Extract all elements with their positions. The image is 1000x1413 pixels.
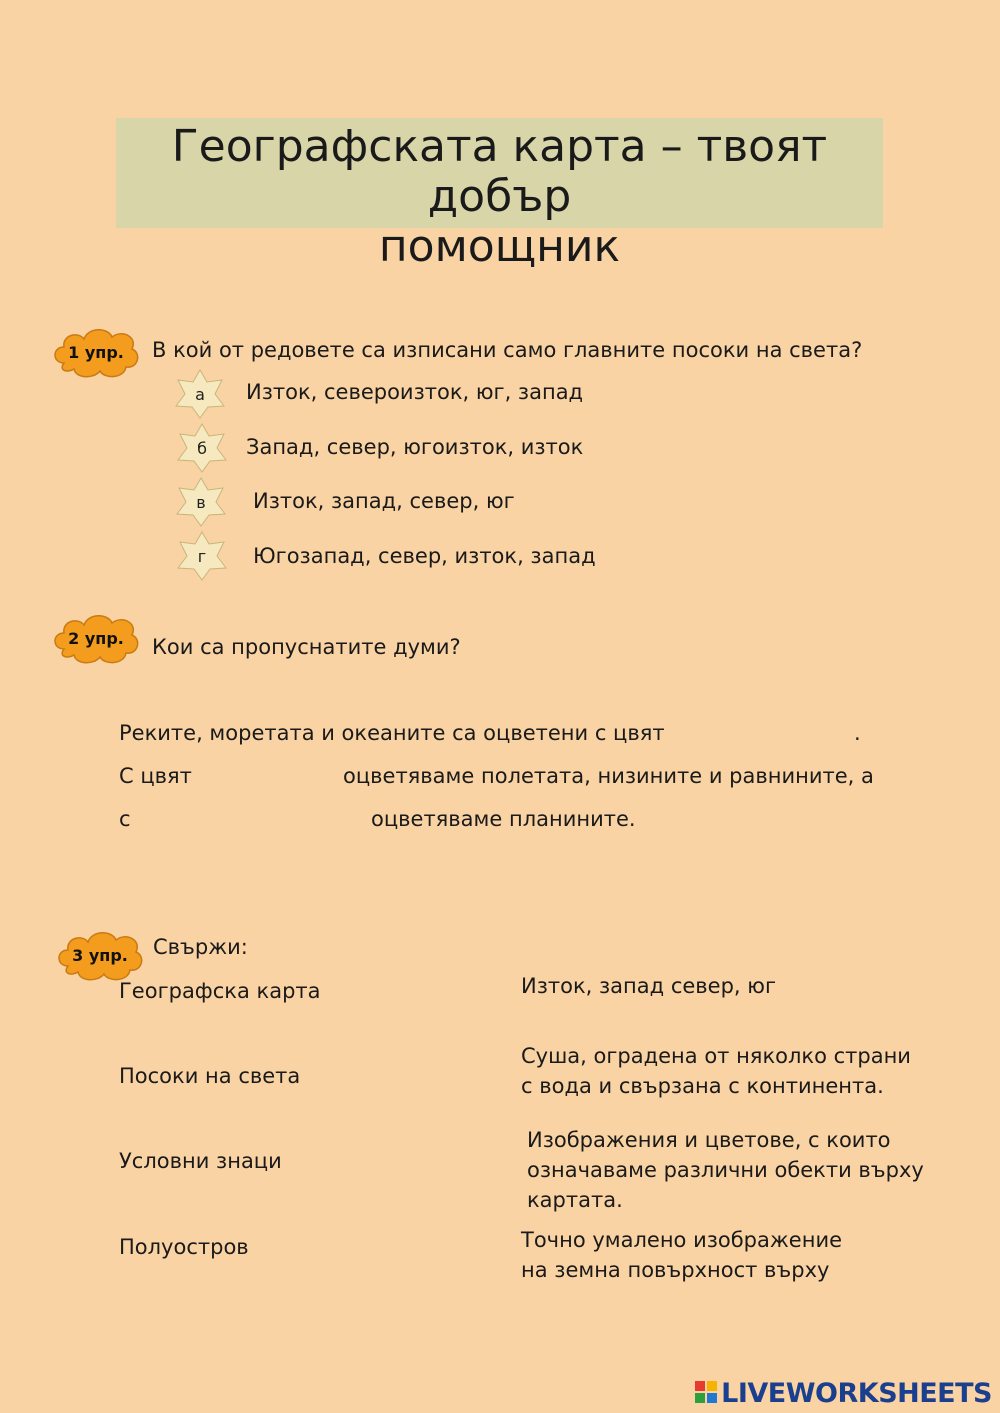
match-right-2-line-1: Суша, оградена от няколко страни [521, 1044, 911, 1068]
match-right-3-line-1: Изображения и цветове, с които [527, 1128, 891, 1152]
exercise-1-badge-label: 1 упр. [68, 342, 124, 362]
page-title-line-2: помощник [378, 221, 621, 272]
option-g-text: Югозапад, север, изток, запад [253, 544, 596, 568]
logo-wordmark: LIVEWORKSHEETS [721, 1377, 992, 1409]
option-b-text: Запад, север, югоизток, изток [246, 435, 584, 459]
match-right-1[interactable] [521, 971, 776, 1001]
logo-mark-icon [695, 1381, 719, 1405]
page-title [116, 118, 883, 272]
liveworksheets-logo [695, 1376, 992, 1410]
sentence-1-start: Реките, моретата и океаните са оцветени с цвят [119, 721, 665, 745]
option-v-marker[interactable] [171, 476, 231, 528]
blank-1-input[interactable] [660, 718, 840, 748]
match-right-4[interactable] [521, 1225, 842, 1285]
option-g-marker[interactable] [172, 530, 232, 582]
blank-3-input[interactable] [140, 804, 360, 834]
sentence-2-end: оцветяваме полетата, низините и равнините, а [343, 764, 874, 788]
sentence-3-start: с [119, 807, 131, 831]
option-a-letter: а [195, 384, 205, 404]
option-g-letter: г [197, 546, 207, 566]
sentence-2-start: С цвят [119, 764, 192, 788]
exercise-2-badge-label: 2 упр. [68, 628, 124, 648]
match-left-1[interactable]: Географска карта [119, 979, 321, 1003]
exercise-3-question: Свържи: [153, 935, 248, 959]
match-right-4-line-2: на земна повърхност върху [521, 1258, 830, 1282]
option-b-letter: б [197, 438, 207, 458]
match-right-3-line-2: означаваме различни обекти върху [527, 1158, 924, 1182]
match-right-3-line-3: картата. [527, 1188, 623, 1212]
exercise-1-badge [50, 323, 142, 381]
match-right-1-line-1: Изток, запад север, юг [521, 974, 776, 998]
option-b-marker[interactable] [172, 422, 232, 474]
sentence-3-end: оцветяваме планините. [371, 807, 636, 831]
blank-2-input[interactable] [195, 761, 335, 791]
exercise-2-question: Кои са пропуснатите думи? [152, 635, 461, 659]
match-right-2[interactable] [521, 1041, 911, 1101]
option-v-text: Изток, запад, север, юг [253, 489, 515, 513]
match-right-3[interactable] [527, 1125, 924, 1215]
match-right-2-line-2: с вода и свързана с континента. [521, 1074, 884, 1098]
match-left-2[interactable]: Посоки на света [119, 1064, 301, 1088]
exercise-1-question: В кой от редовете са изписани само главните посоки на света? [152, 338, 863, 362]
exercise-3-badge [54, 926, 146, 984]
option-v-letter: в [196, 492, 206, 512]
exercise-2-badge [50, 609, 142, 667]
option-a-text: Изток, североизток, юг, запад [246, 380, 584, 404]
match-left-4[interactable]: Полуостров [119, 1235, 249, 1259]
sentence-1-end: . [854, 721, 861, 745]
option-a-marker[interactable] [170, 368, 230, 420]
page-title-line-1: Географската карта – твоят добър [171, 121, 828, 222]
match-left-3[interactable]: Условни знаци [119, 1149, 282, 1173]
match-right-4-line-1: Точно умалено изображение [521, 1228, 843, 1252]
exercise-3-badge-label: 3 упр. [72, 945, 128, 965]
